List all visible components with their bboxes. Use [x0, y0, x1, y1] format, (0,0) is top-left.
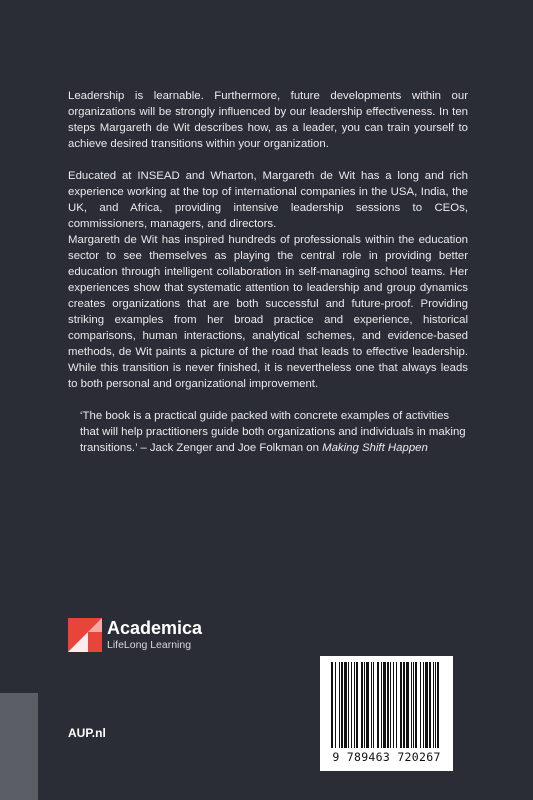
publisher-tagline: LifeLong Learning	[107, 638, 192, 651]
academica-logo-icon	[68, 618, 102, 652]
endorsement-quote	[80, 408, 468, 456]
quote-text: ‘The book is a practical guide packed with concrete examples of activities that will help practitioners guide both organizations and individuals in making transitions.’ – Jack Zenger and Joe Folkman on	[80, 410, 466, 454]
blurb-paragraph-2: Educated at INSEAD and Wharton, Margareth de Wit has a long and rich experience working at the top of international companies in the USA, India, the UK, and Africa, providing intensive leadership sessions to CEOs, commissioners, managers, and directors.	[68, 170, 468, 230]
quote-book-title: Making Shift Happen	[322, 442, 428, 454]
barcode	[320, 656, 453, 771]
blurb-paragraph-3: Margareth de Wit has inspired hundreds of professionals within the education sector to see themselves as playing the central role in providing better education through intelligent collaboration in self-managing school teams. Her experiences show that systematic attention to leadership and group dynamics creates organizations that are both successful and future-proof. Providing striking examples from her broad practice and experience, historical comparisons, human interactions, analytical schemes, and evidence-based methods, de Wit paints a picture of the road that leads to effective leadership. While this transition is never finished, it is nevertheless one that always leads to both personal and organizational improvement.	[68, 234, 468, 390]
back-cover-text	[68, 88, 468, 456]
publisher-logo	[68, 618, 202, 652]
isbn-number: 9 789463 720267	[332, 750, 441, 764]
publisher-name: Academica	[107, 617, 203, 638]
blurb-paragraph-1: Leadership is learnable. Furthermore, future developments within our organizations will be strongly influenced by our leadership effectiveness. In ten steps Margareth de Wit describes how, as a leader, you can train yourself to achieve desired transitions within your organization.	[68, 90, 468, 150]
publisher-website: AUP.nl	[68, 726, 106, 740]
barcode-bars	[329, 662, 444, 748]
spine-tab	[0, 693, 38, 800]
